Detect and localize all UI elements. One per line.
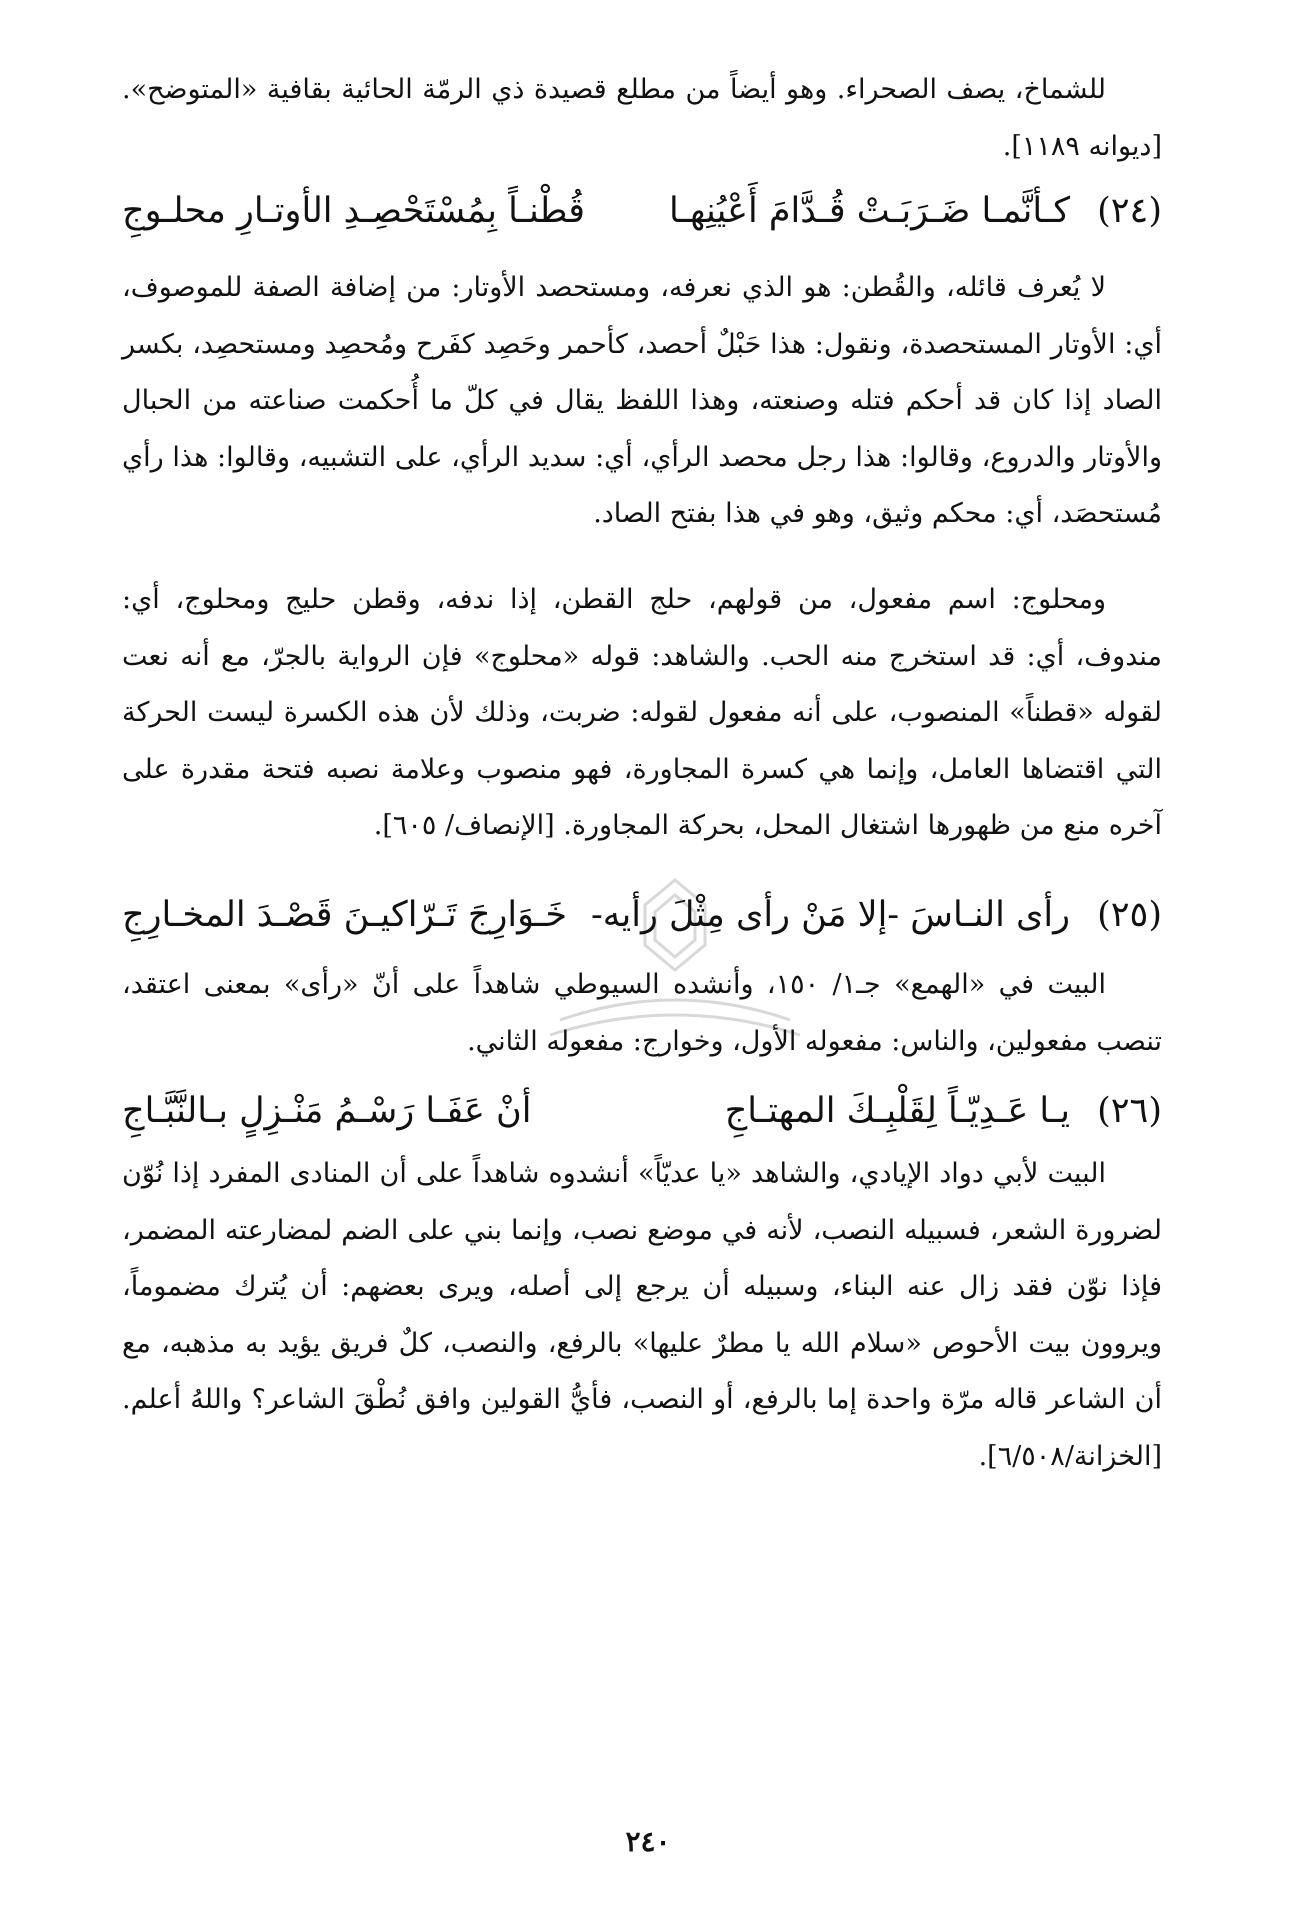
paragraph: ومحلوج: اسم مفعول، من قولهم، حلج القطن، إذا ندفه، وقطن حليج ومحلوج، أي: مندوف، أي: قد استخرج منه الحب. والشاهد: قوله «محلوج» فإن الرواية بالجرّ، مع أنه نعت لقوله «قطناً» المنصوب، على أنه مفعول لقوله: ضربت، وذلك لأن هذه الكسرة ليست الحركة التي اقتضاها العامل، وإنما هي كسرة المجاورة، فهو منصوب وعلامة نصبه فتحة مقدرة على آخره منع من ظهورها اشتغال المحل، بحركة المجاورة. [الإنصاف/ ٦٠٥]. <box>122 584 1162 841</box>
verse-24 <box>122 176 1162 246</box>
first-hemistich: رأى النـاسَ -إلا مَنْ رأى مِثْلَ رأيه- <box>590 895 1070 935</box>
verse-number: (٢٦) <box>1097 1091 1162 1131</box>
text-block-2 <box>122 260 1162 543</box>
text-block-4 <box>122 957 1162 1070</box>
verse-25 <box>122 880 1162 950</box>
paragraph: للشماخ، يصف الصحراء. وهو أيضاً من مطلع قصيدة ذي الرمّة الحائية بقافية «المتوضح». [ديوانه ١١٨٩]. <box>122 74 1162 162</box>
text-block-3 <box>122 572 1162 855</box>
paragraph: البيت لأبي دواد الإيادي، والشاهد «يا عديّاً» أنشدوه شاهداً على أن المنادى المفرد إذا نُوّن لضرورة الشعر، فسبيله النصب، لأنه في موضع نصب، وإنما بني على الضم لمضارعته المضمر، فإذا نوّن فقد زال عنه البناء، وسبيله أن يرجع إلى أصله، ويرى بعضهم: أن يُترك مضموماً، ويروون بيت الأحوص «سلام الله يا مطرٌ عليها» بالرفع، والنصب، كلٌ فريق يؤيد به مذهبه، مع أن الشاعر قاله مرّة واحدة إما بالرفع، أو النصب، فأيُّ القولين وافق نُطْقَ الشاعر؟ واللهُ أعلم. [الخزانة/٦/٥٠٨]. <box>122 1158 1162 1472</box>
second-hemistich: أنْ عَفَـا رَسْـمُ مَنْـزِلٍ بـالنَّبَّـاجِ <box>122 1091 532 1131</box>
verse-number: (٢٥) <box>1097 895 1162 935</box>
text-block-1 <box>122 62 1162 175</box>
page-number: ٢٤٠ <box>625 1825 671 1858</box>
first-hemistich: يـا عَـدِيّـاً لِقَلْبِـكَ المهتـاجِ <box>724 1091 1070 1131</box>
second-hemistich: خَـوَارِجَ تَـرّاكيـنَ قَصْـدَ المخـارِجِ <box>122 895 568 935</box>
second-hemistich: قُطْنـاً بِمُسْتَحْصِـدِ الأوتـارِ محلـوجِ <box>122 191 585 231</box>
verse-number: (٢٤) <box>1097 191 1162 231</box>
verse-26 <box>122 1076 1162 1146</box>
paragraph: لا يُعرف قائله، والقُطن: هو الذي نعرفه، ومستحصد الأوتار: من إضافة الصفة للموصوف، أي: الأوتار المستحصدة، ونقول: هذا حَبْلٌ أحصد، كأحمر وحَصِد كفَرح ومُحصِد ومستحصِد، بكسر الصاد إذا كان قد أحكم فتله وصنعته، وهذا اللفظ يقال في كلّ ما أُحكمت صناعته من الحبال والأوتار والدروع، وقالوا: هذا رجل محصد الرأي، أي: سديد الرأي، على التشبيه، وقالوا: هذا رأي مُستحصَد، أي: محكم وثيق، وهو في هذا بفتح الصاد. <box>122 272 1162 529</box>
first-hemistich: كـأنَّمـا ضَـرَبَـتْ قُـدَّامَ أَعْيُنِهـا <box>668 191 1070 231</box>
text-block-5 <box>122 1146 1162 1485</box>
paragraph: البيت في «الهمع» جـ١/ ١٥٠، وأنشده السيوطي شاهداً على أنّ «رأى» بمعنى اعتقد، تنصب مفعولين، والناس: مفعوله الأول، وخوارج: مفعوله الثاني. <box>122 969 1162 1057</box>
